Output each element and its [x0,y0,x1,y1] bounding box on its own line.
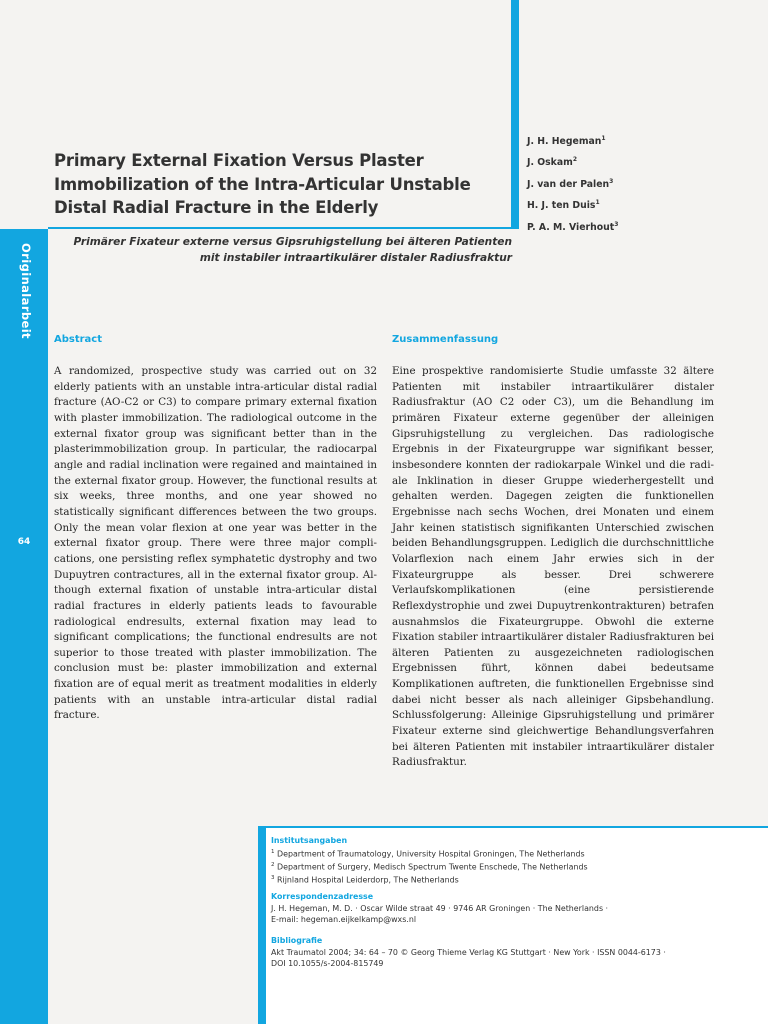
header-vertical-rule [511,0,519,229]
correspondence-email[interactable]: E-mail: hegeman.eijkelkamp@wxs.nl [271,915,417,925]
summary-heading: Zusammenfassung [392,334,499,345]
bibliography-section [271,935,751,970]
author: J. H. Hegeman$^1$ [527,135,606,148]
title-line: Immobilization of the Intra-Articular Unstable [54,174,471,194]
summary-body: Eine prospektive randomisierte Studie umfasste 32 ältere Patienten mit instabiler intraartikulärer distaler Radiusfraktur (AO C2 oder C3), um die Behandlung im primären Fixateur externe gegenüber der alleinigen Gipsruhigstellung zu vergleichen. Das radiologische Ergebnis in der Fixateurgruppe war signifikant besser, insbesondere konnten der radiokarpale Winkel und die radiale Inklination in dieser Gruppe wiederhergestellt und gehalten werden. Dagegen zeigten die funktionellen Ergebnisse nach sechs Wochen, drei Monaten und einem Jahr keinen statistisch signifikanten Unterschied zwischen beiden Behandlungsgruppen. Lediglich die durchschnittliche Volarflexion nach einem Jahr erwies sich in der Fixateurgruppe als besser. Drei schwerere Verlaufskomplikationen (eine persistierende Reflexdystrophie und zwei Dupuytrenkontrakturen) betrafen ausnahmslos die Fixateurgruppe. Obwohl die externe Fixation stabiler intraartikulärer distaler Radiusfrakturen bei älteren Patienten zu ausgezeichneten radiologischen Ergebnissen führt, können dabei bedeutsame Komplikationen auftreten, die funktionellen Ergebnisse sind dabei nicht besser als nach alleiniger Gipsbehandlung. Schlussfolgerung: Alleinige Gipsruhigstellung und primärer Fixateur externe sind gleichwertige Behandlungsverfahren bei älteren Patienten mit instabiler intraartikulärer distaler Radiusfraktur. [392,365,714,769]
author-list [527,130,618,237]
abstract-body: A randomized, prospective study was carried out on 32 elderly patients with an unstable intra-articular distal radial fracture (AO-C2 or C3) to compare primary external fixation with plaster immobilization. The radiological outcome in the external fixator group was significant better than in the plasterimmobilization group. In particular, the radiocarpal angle and radial inclination were regained and maintained in the external fixator group. However, the functional results at six weeks, three months, and one year showed no statistically significant differences between the two groups. Only the mean volar flexion at one year was better in the external fixator group. There were three major complications, one persisting reflex symphatetic dystrophy and two Dupuytren contractures, all in the external fixator group. Although external fixation of unstable intra-articular distal radial fractures in elderly patients leads to favourable radiological endresults, external fixation may lead to significant complications; the functional endresults are not superior to those treated with plaster immobilization. The conclusion must be: plaster immobilization and external fixation are of equal merit as treatment modalities in elderly patients with an unstable intra-articular distal radial fracture. [54,365,377,722]
page-number: 64 [17,537,31,547]
author: H. J. ten Duis$^1$ [527,199,600,212]
side-color-bar [0,229,48,1024]
correspondence-address: J. H. Hegeman, M. D. · Oscar Wilde straat 49 · 9746 AR Groningen · The Netherlands · [271,903,609,913]
abstract-heading: Abstract [54,334,103,345]
german-subtitle: Primärer Fixateur externe versus Gipsruhigstellung bei älteren Patienten mit instabiler intraartikulärer distaler Radiusfraktur [73,236,512,264]
author: J. Oskam$^2$ [527,156,577,169]
paper-title [54,149,494,220]
title-line: Distal Radial Fracture in the Elderly [54,198,379,217]
author: P. A. M. Vierhout$^3$ [527,220,619,233]
title-line: Primary External Fixation Versus Plaster [54,151,424,170]
institutes-section [271,835,751,886]
header-horizontal-rule [48,227,519,229]
institute-line: $^3$ Rijnland Hospital Leiderdorp, The Netherlands [271,875,459,885]
bibliography-citation: Akt Traumatol 2004; 34: 64 – 70 © Georg Thieme Verlag KG Stuttgart · New York · ISSN 0044-6173 · [271,947,666,957]
correspondence-section [271,891,751,926]
institute-line: $^1$ Department of Traumatology, University Hospital Groningen, The Netherlands [271,848,585,859]
section-label: Originalarbeit [19,243,33,339]
bibliography-heading: Bibliografie [271,936,323,945]
info-box-rule [266,826,768,828]
bibliography-doi: DOI 10.1055/s-2004-815749 [271,959,384,969]
info-box-bar [258,826,266,1024]
correspondence-heading: Korrespondenzadresse [271,892,374,901]
institute-line: $^2$ Department of Surgery, Medisch Spectrum Twente Enschede, The Netherlands [271,861,588,872]
author: J. van der Palen$^3$ [527,177,614,190]
institutes-heading: Institutsangaben [271,836,348,845]
